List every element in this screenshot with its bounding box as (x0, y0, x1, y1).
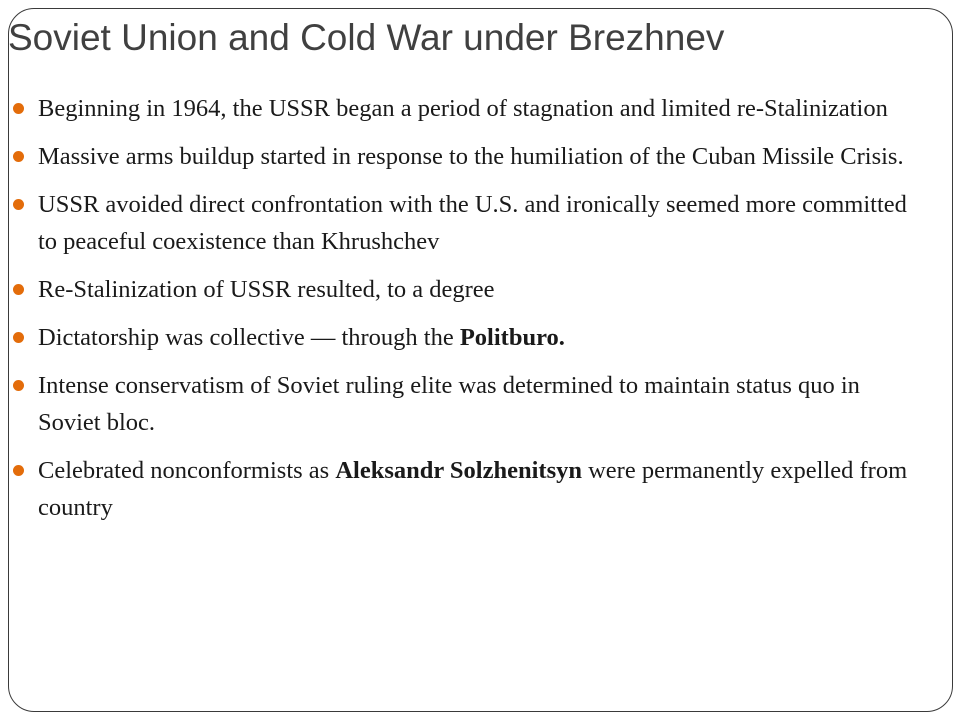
bullet-list (8, 90, 928, 537)
bullet-dot-icon (13, 284, 24, 295)
bullet-text: Beginning in 1964, the USSR began a period of stagnation and limited re-Stalinization (38, 95, 888, 122)
bullet-text: Massive arms buildup started in response to the humiliation of the Cuban Missile Crisis. (38, 143, 904, 170)
bullet-text: were permanently expelled from country (38, 457, 908, 521)
bullet-text: Celebrated nonconformists as (38, 457, 336, 484)
bullet-dot-icon (13, 151, 24, 162)
bullet-item (8, 271, 928, 308)
bullet-dot-icon (13, 103, 24, 114)
bullet-text: Intense conservatism of Soviet ruling elite was determined to maintain status quo in Soviet bloc. (38, 372, 860, 436)
bullet-dot-icon (13, 332, 24, 343)
bullet-bold-term: Politburo. (459, 324, 565, 351)
bullet-text: Dictatorship was collective — through the (38, 324, 460, 351)
bullet-item (8, 138, 928, 175)
bullet-dot-icon (13, 380, 24, 391)
bullet-item (8, 367, 928, 441)
bullet-bold-term: Aleksandr Solzhenitsyn (335, 457, 582, 484)
bullet-item (8, 319, 928, 356)
bullet-item (8, 90, 928, 127)
bullet-dot-icon (13, 465, 24, 476)
bullet-item (8, 186, 928, 260)
bullet-text: USSR avoided direct confrontation with the U.S. and ironically seemed more committed to peaceful coexistence than Khrushchev (38, 191, 907, 255)
bullet-item (8, 452, 928, 526)
bullet-dot-icon (13, 199, 24, 210)
slide-title: Soviet Union and Cold War under Brezhnev (8, 17, 725, 58)
bullet-text: Re-Stalinization of USSR resulted, to a degree (38, 276, 495, 303)
